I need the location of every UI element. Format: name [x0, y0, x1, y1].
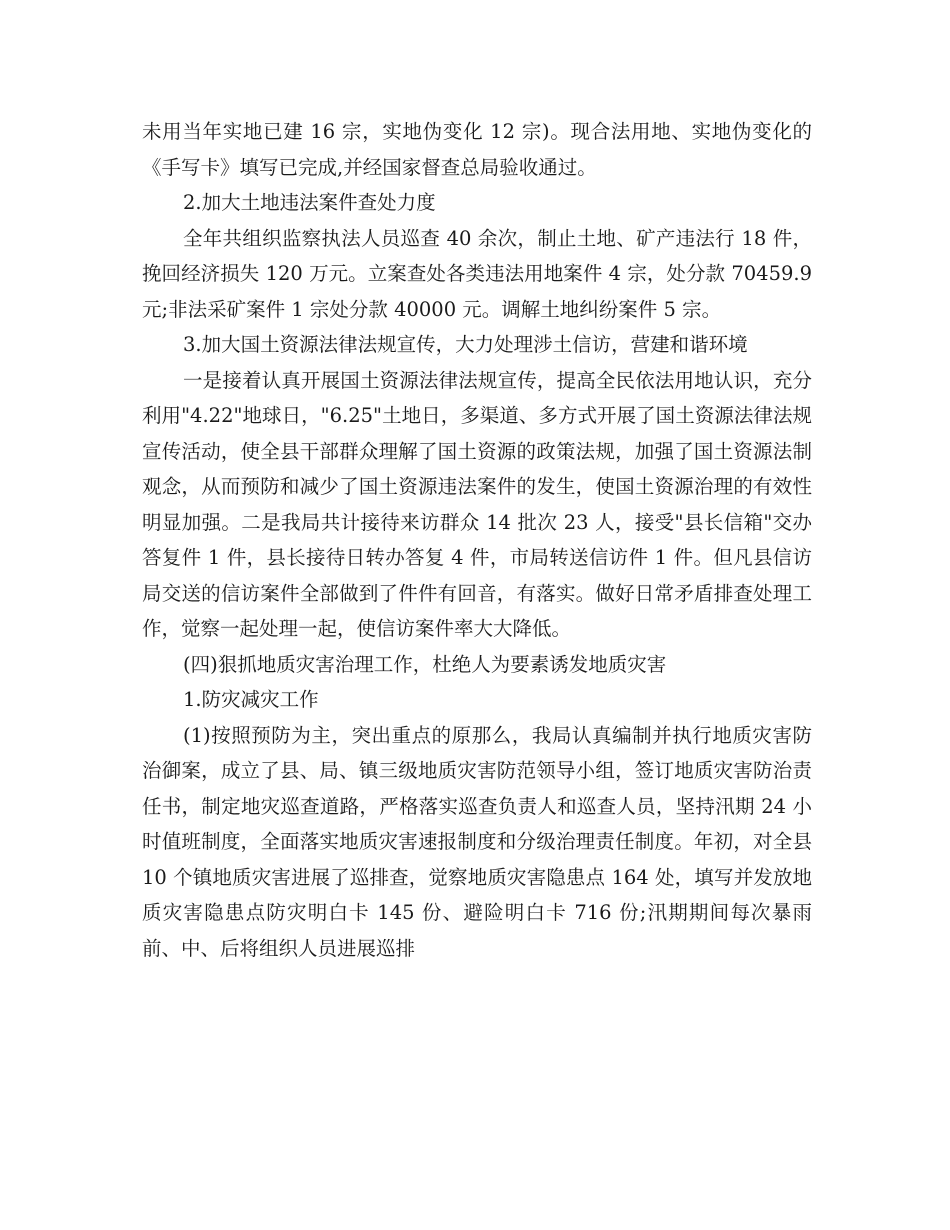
paragraph-6-heading: (四)狠抓地质灾害治理工作，杜绝人为要素诱发地质灾害: [183, 652, 667, 676]
paragraph-5: 一是接着认真开展国土资源法律法规宣传，提高全民依法用地认识，充分利用"4.22"地球日，"6.25"土地日，多渠道、多方式开展了国土资源法律法规宣传活动，使全县干部群众理解了国土资源的政策法规，加强了国土资源法制观念，从而预防和减少了国土资源违法案件的发生，使国土资源治理的有效性明显加强。二是我局共计接待来访群众 14 批次 23 人，接受"县长信箱"交办答复件 1 件，县长接待日转办答复 4 件，市局转送信访件 1 件。但凡县信访局交送的信访案件全部做到了件件有回音，有落实。做好日常矛盾排查处理工作，觉察一起处理一起，使信访案件率大大降低。: [142, 368, 812, 640]
paragraph-2-heading: 2.加大土地违法案件查处力度: [183, 191, 436, 214]
paragraph-1: 未用当年实地已建 16 宗，实地伪变化 12 宗)。现合法用地、实地伪变化的《手写卡》填写已完成,并经国家督查总局验收通过。: [142, 120, 812, 179]
document-body: [142, 114, 812, 966]
paragraph-4-heading: 3.加大国土资源法律法规宣传，大力处理涉土信访，营建和谐环境: [183, 333, 748, 356]
paragraph-3: 全年共组织监察执法人员巡查 40 余次，制止土地、矿产违法行 18 件，挽回经济损失 120 万元。立案查处各类违法用地案件 4 宗，处分款 70459.9 元;非法采矿案件 1 宗处分款 40000 元。调解土地纠纷案件 5 宗。: [142, 226, 812, 321]
paragraph-8: (1)按照预防为主，突出重点的原那么，我局认真编制并执行地质灾害防治御案，成立了县、局、镇三级地质灾害防范领导小组，签订地质灾害防治责任书，制定地灾巡查道路，严格落实巡查负责人和巡查人员，坚持汛期 24 小时值班制度，全面落实地质灾害速报制度和分级治理责任制度。年初，对全县 10 个镇地质灾害进展了巡排查，觉察地质灾害隐患点 164 处，填写并发放地质灾害隐患点防灾明白卡 145 份、避险明白卡 716 份;汛期期间每次暴雨前、中、后将组织人员进展巡排: [142, 723, 812, 960]
paragraph-7-heading: 1.防灾减灾工作: [183, 688, 319, 711]
